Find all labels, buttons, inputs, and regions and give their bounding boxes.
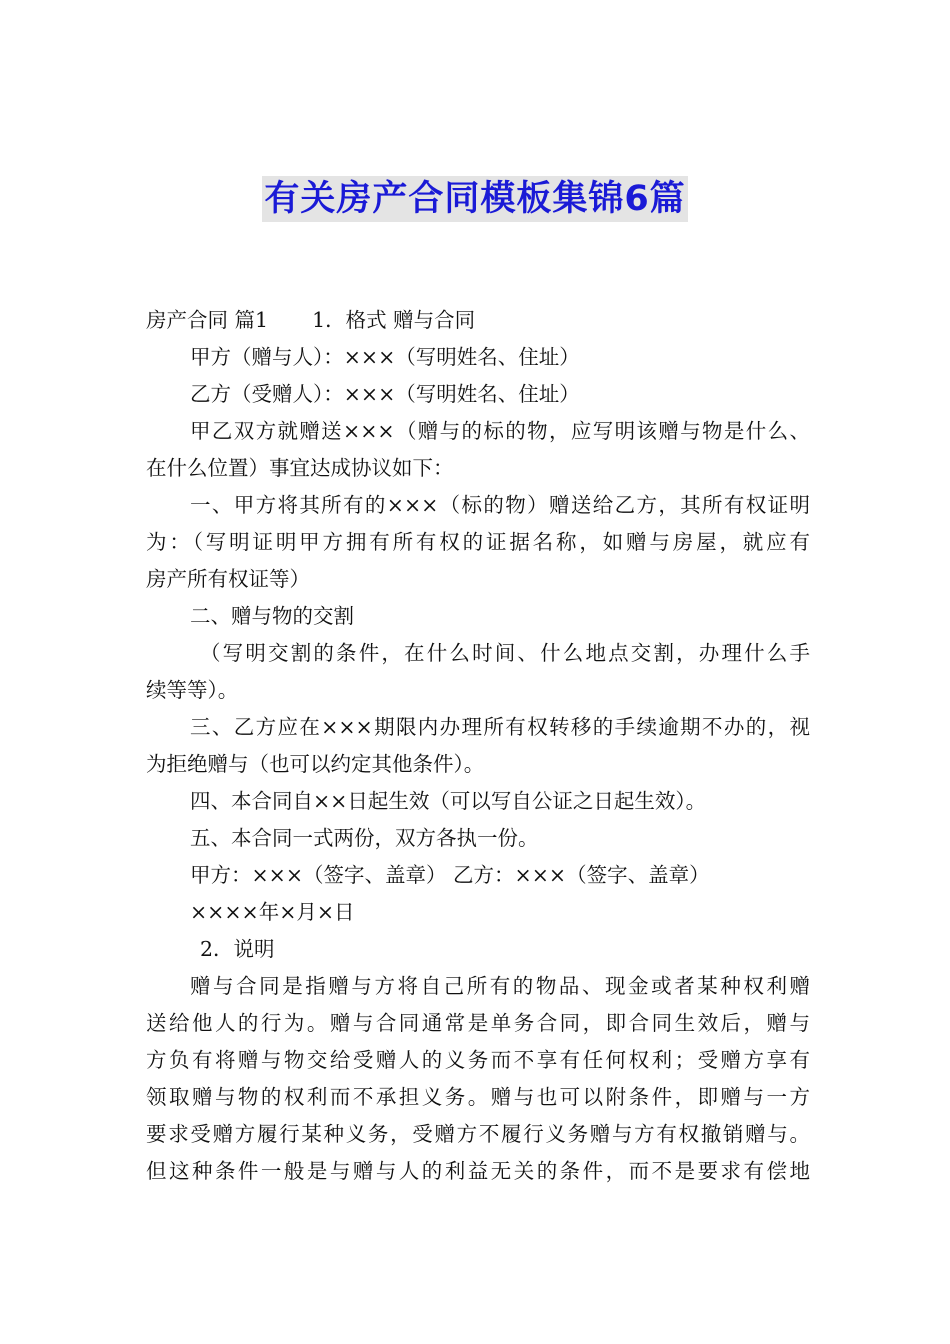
section-heading: 1．格式 赠与合同	[312, 308, 476, 332]
paragraph-line: 一、甲方将其所有的×××（标的物）赠送给乙方，其所有权证明	[190, 493, 810, 517]
paragraph-line: 五、本合同一式两份，双方各执一份。	[190, 826, 539, 850]
document-body	[146, 302, 810, 1190]
paragraph-line: 房产所有权证等）	[146, 567, 310, 591]
section-label: 房产合同 篇1	[146, 308, 269, 332]
paragraph-line: 为：（写明证明甲方拥有所有权的证据名称，如赠与房屋，就应有	[146, 530, 810, 554]
paragraph-line: 赠与合同是指赠与方将自己所有的物品、现金或者某种权利赠	[190, 974, 810, 998]
signature-line: 甲方：×××（签字、盖章） 乙方：×××（签字、盖章）	[190, 863, 710, 887]
paragraph-line: 送给他人的行为。赠与合同通常是单务合同，即合同生效后，赠与	[146, 1011, 810, 1035]
paragraph-line: 但这种条件一般是与赠与人的利益无关的条件，而不是要求有偿地	[146, 1159, 810, 1183]
paragraph-line: 甲方（赠与人）：×××（写明姓名、住址）	[190, 345, 580, 369]
paragraph-line: 为拒绝赠与（也可以约定其他条件）。	[146, 752, 485, 776]
title-container	[0, 176, 950, 222]
paragraph-line: （写明交割的条件，在什么时间、什么地点交割，办理什么手	[200, 641, 810, 665]
document-title: 有关房产合同模板集锦6篇	[262, 176, 687, 222]
date-line: ××××年×月×日	[190, 900, 355, 924]
paragraph-line: 要求受赠方履行某种义务，受赠方不履行义务赠与方有权撤销赠与。	[146, 1122, 810, 1146]
paragraph-line: 甲乙双方就赠送×××（赠与的标的物，应写明该赠与物是什么、	[190, 419, 810, 443]
paragraph-line: 二、赠与物的交割	[190, 604, 354, 628]
paragraph-line: 在什么位置）事宜达成协议如下：	[146, 456, 454, 480]
paragraph-line: 续等等）。	[146, 678, 239, 702]
paragraph-line: 乙方（受赠人）：×××（写明姓名、住址）	[190, 382, 580, 406]
paragraph-line: 方负有将赠与物交给受赠人的义务而不享有任何权利；受赠方享有	[146, 1048, 810, 1072]
subsection-heading: 2．说明	[200, 937, 275, 961]
paragraph-line: 领取赠与物的权利而不承担义务。赠与也可以附条件，即赠与一方	[146, 1085, 810, 1109]
paragraph-line: 四、本合同自××日起生效（可以写自公证之日起生效）。	[190, 789, 707, 813]
paragraph-line: 三、乙方应在×××期限内办理所有权转移的手续逾期不办的，视	[190, 715, 810, 739]
section-heading-line	[146, 302, 810, 339]
